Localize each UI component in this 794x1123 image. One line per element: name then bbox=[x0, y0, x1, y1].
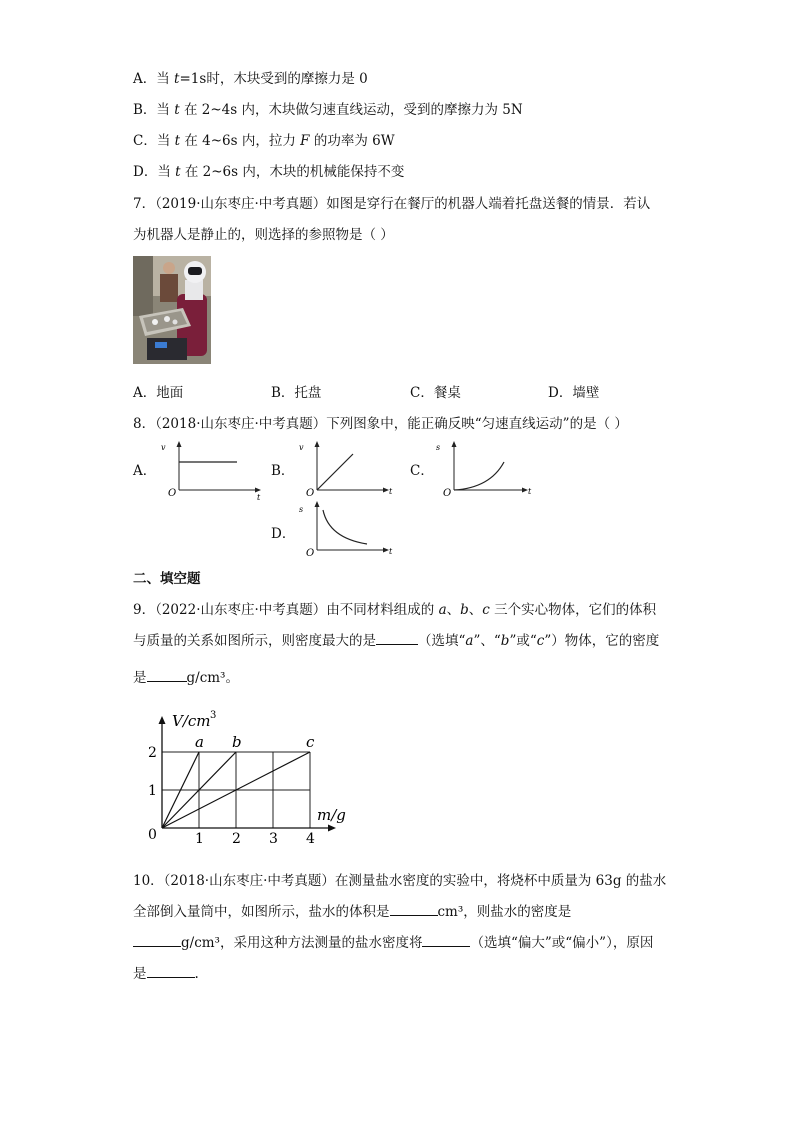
q8-label-a: A． bbox=[133, 463, 157, 479]
q8-stem: 8．（2018·山东枣庄·中考真题）下列图象中，能正确反映“匀速直线运动”的是（ ） bbox=[133, 416, 628, 432]
q8-graph-a bbox=[161, 438, 265, 502]
answer-blank[interactable] bbox=[147, 963, 195, 978]
axis-v-label: v bbox=[299, 443, 304, 452]
q7-option-b: B．托盘 bbox=[271, 385, 322, 401]
origin-label: O bbox=[443, 488, 452, 499]
x-tick-label: 1 bbox=[195, 831, 204, 847]
y-axis-label: V/cm bbox=[172, 712, 211, 730]
y-tick-label: 2 bbox=[148, 745, 157, 761]
origin-label: O bbox=[306, 548, 315, 559]
series-label-a: a bbox=[195, 733, 204, 751]
answer-blank[interactable] bbox=[390, 901, 438, 916]
q10-stem-line2: 全部倒入量筒中，如图所示，盐水的体积是 cm³，则盐水的密度是 bbox=[133, 900, 571, 920]
q6-option-b: B．当 t 在 2~4s 内，木块做匀速直线运动，受到的摩擦力为 5N bbox=[133, 102, 523, 118]
q7-option-d: D．墙壁 bbox=[548, 385, 600, 401]
x-tick-label: 2 bbox=[232, 831, 241, 847]
q7-option-c: C．餐桌 bbox=[410, 385, 461, 401]
axis-t-label: t bbox=[389, 547, 393, 556]
q10-stem-line3: g/cm³，采用这种方法测量的盐水密度将 （选填“偏大”或“偏小”），原因 bbox=[133, 931, 653, 951]
q7-option-a: A．地面 bbox=[133, 385, 184, 401]
answer-blank[interactable] bbox=[422, 932, 470, 947]
y-tick-label: 0 bbox=[148, 827, 157, 843]
q10-stem-line4: 是 . bbox=[133, 962, 199, 982]
origin-label: O bbox=[168, 488, 177, 499]
q10-stem-line1: 10．（2018·山东枣庄·中考真题）在测量盐水密度的实验中，将烧杯中质量为 63g 的盐水 bbox=[133, 873, 667, 889]
answer-blank[interactable] bbox=[133, 932, 181, 947]
q9-volume-mass-chart bbox=[140, 708, 360, 848]
axis-s-label: s bbox=[436, 443, 441, 452]
q9-stem-line1: 9．（2022·山东枣庄·中考真题）由不同材料组成的 a、b、c 三个实心物体，它们的体积 bbox=[133, 602, 657, 618]
axis-v-label: v bbox=[161, 443, 166, 452]
axis-t-label: t bbox=[257, 493, 261, 502]
series-label-b: b bbox=[232, 733, 242, 751]
answer-blank[interactable] bbox=[147, 667, 187, 682]
q9-stem-line2: 与质量的关系如图所示，则密度最大的是 （选填“a”、“b”或“c”）物体，它的密度 bbox=[133, 629, 659, 649]
axis-t-label: t bbox=[389, 487, 393, 496]
x-tick-label: 3 bbox=[269, 831, 278, 847]
axis-t-label: t bbox=[528, 487, 532, 496]
q8-graph-c bbox=[436, 438, 540, 500]
q8-graph-b bbox=[299, 438, 403, 500]
q8-graph-d bbox=[299, 498, 403, 562]
robot-waiter-photo bbox=[133, 256, 211, 364]
q6-option-a: A．当 t=1s时，木块受到的摩擦力是 0 bbox=[133, 71, 368, 87]
q6-option-c: C．当 t 在 4~6s 内，拉力 F 的功率为 6W bbox=[133, 133, 395, 149]
series-label-c: c bbox=[306, 733, 315, 751]
axis-s-label: s bbox=[299, 505, 304, 514]
x-axis-label: m/g bbox=[317, 806, 346, 824]
q8-label-b: B． bbox=[271, 463, 295, 479]
answer-blank[interactable] bbox=[376, 630, 418, 645]
y-axis-sup: 3 bbox=[210, 710, 217, 721]
y-tick-label: 1 bbox=[148, 783, 157, 799]
q8-label-c: C． bbox=[410, 463, 434, 479]
origin-label: O bbox=[306, 488, 315, 499]
q9-stem-line3: 是 g/cm³。 bbox=[133, 666, 239, 686]
q7-stem-line2: 为机器人是静止的，则选择的参照物是（ ） bbox=[133, 227, 394, 243]
q6-option-d: D．当 t 在 2~6s 内，木块的机械能保持不变 bbox=[133, 164, 405, 180]
section-title: 二、填空题 bbox=[133, 571, 201, 587]
q8-label-d: D． bbox=[271, 526, 296, 542]
x-tick-label: 4 bbox=[306, 831, 315, 847]
q7-stem-line1: 7．（2019·山东枣庄·中考真题）如图是穿行在餐厅的机器人端着托盘送餐的情景．若认 bbox=[133, 196, 651, 212]
